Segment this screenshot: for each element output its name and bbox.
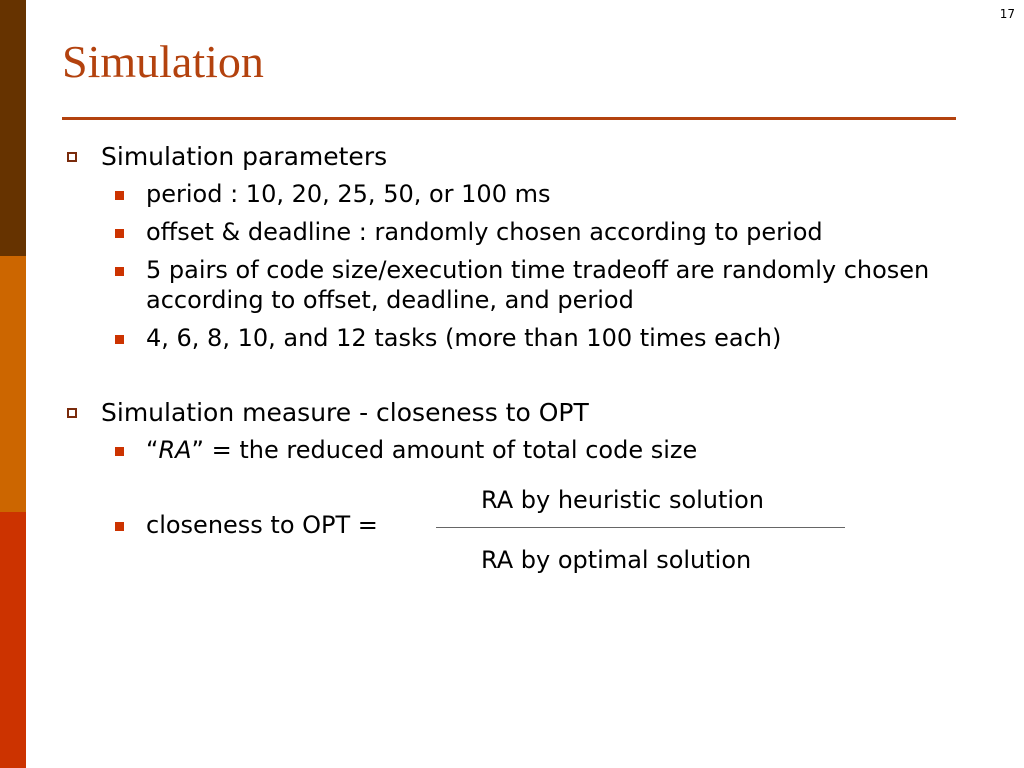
section-heading-text: Simulation measure - closeness to OPT [101, 398, 589, 427]
filled-square-bullet-icon [115, 522, 124, 531]
list-item-ra-definition [146, 435, 697, 465]
list-item-period [146, 179, 550, 209]
list-item-closeness [146, 510, 378, 540]
section-heading-text: Simulation parameters [101, 142, 388, 171]
hollow-square-bullet-icon [67, 152, 77, 162]
list-item-text: 5 pairs of code size/execution time tradeoff are randomly chosen according to offset, deadline, and period [146, 256, 930, 314]
ra-term: RA [158, 436, 192, 464]
list-item-text: offset & deadline : randomly chosen according to period [146, 218, 823, 246]
sidebar-middle-stripe [0, 256, 26, 512]
ra-definition-text: = the reduced amount of total code size [203, 436, 698, 464]
fraction-denominator: RA by optimal solution [481, 546, 752, 574]
title-underline [62, 117, 956, 120]
sidebar-top-stripe [0, 0, 26, 256]
list-item-text [146, 436, 697, 464]
closeness-label: closeness to OPT = [146, 511, 378, 539]
filled-square-bullet-icon [115, 267, 124, 276]
section-heading-measure [101, 398, 589, 428]
list-item-text: period : 10, 20, 25, 50, or 100 ms [146, 180, 551, 208]
filled-square-bullet-icon [115, 191, 124, 200]
filled-square-bullet-icon [115, 229, 124, 238]
open-quote: “ [146, 436, 159, 464]
list-item-task-counts [146, 323, 781, 353]
fraction-bar [436, 527, 845, 528]
filled-square-bullet-icon [115, 335, 124, 344]
list-item-code-size-pairs [146, 255, 986, 315]
section-heading-parameters [101, 142, 387, 172]
list-item-text: 4, 6, 8, 10, and 12 tasks (more than 100 times each) [146, 324, 782, 352]
close-quote: ” [191, 436, 204, 464]
slide-title: Simulation [62, 36, 264, 87]
slide-number: 17 [999, 7, 1015, 21]
filled-square-bullet-icon [115, 447, 124, 456]
sidebar-bottom-stripe [0, 512, 26, 768]
hollow-square-bullet-icon [67, 408, 77, 418]
list-item-offset-deadline [146, 217, 823, 247]
fraction-numerator: RA by heuristic solution [481, 486, 764, 514]
